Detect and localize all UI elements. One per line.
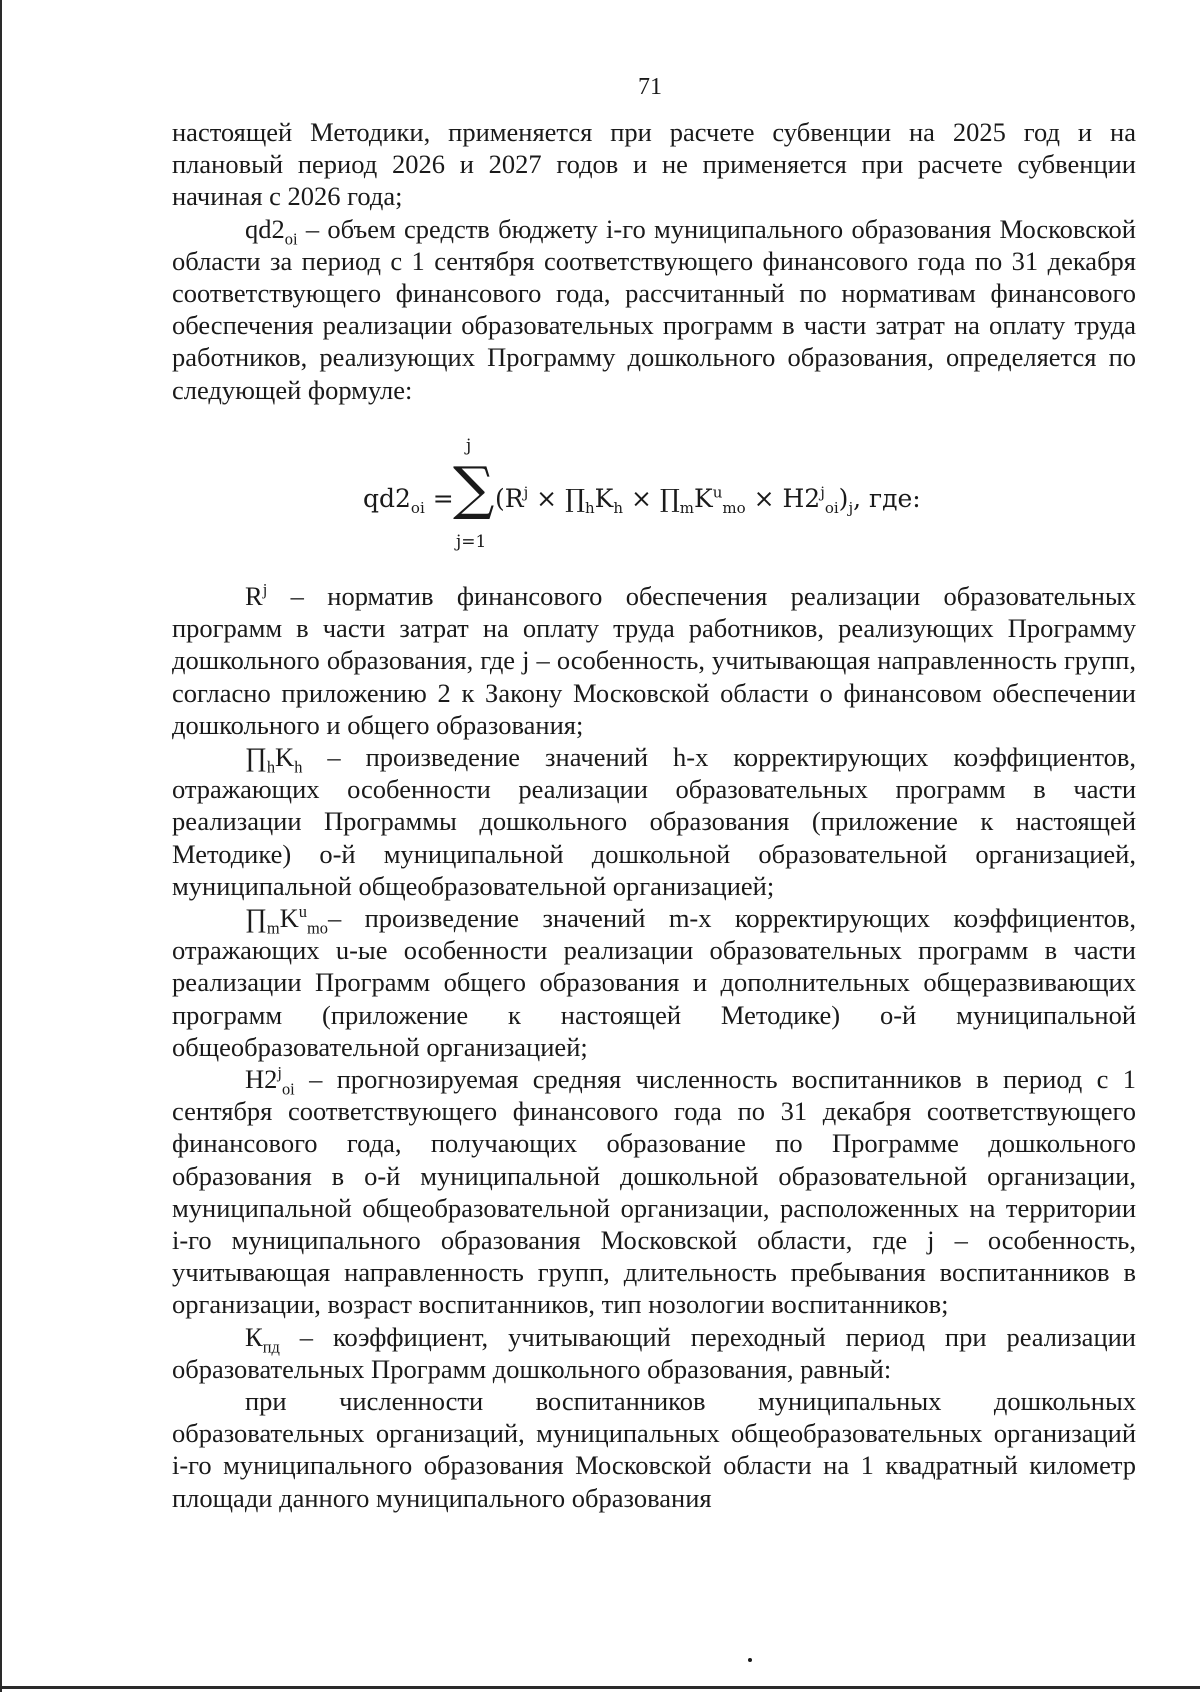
- formula-km: K: [694, 484, 713, 513]
- formula-h2-sup: j: [820, 483, 825, 502]
- qd2-symbol-sub: oi: [284, 228, 298, 248]
- formula-lhs: [363, 484, 454, 517]
- r-definition-text: – норматив финансового обеспечения реализации образовательных программ в части затрат на оплату труда работников, реализующих Программу дошкольного образования, где j – особенность, учитывающая направленность групп, согласно приложению 2 к Закону Московской области о финансовом обеспечении дошкольного и общего образования;: [172, 581, 1136, 740]
- kpd-symbol: К: [245, 1321, 263, 1352]
- page-number: [0, 74, 1200, 101]
- kh-symbol: K: [275, 742, 295, 773]
- formula-lhs-sub: oi: [410, 499, 425, 517]
- formula: [363, 436, 1063, 556]
- formula-prod-m: × ∏: [623, 484, 680, 513]
- scan-edge-left: [0, 0, 2, 1692]
- kh-prod-sub: h: [266, 757, 276, 777]
- formula-equals: =: [424, 484, 454, 513]
- scan-edge-bottom: [0, 1686, 1200, 1689]
- formula-prod-h: × ∏: [528, 484, 585, 513]
- h2-symbol: H2: [245, 1064, 278, 1095]
- intro-paragraph: настоящей Методики, применяется при расчете субвенции на 2025 год и на плановый период 2026 и 2027 годов и не применяется при расчете субвенции начиная с 2026 года;: [172, 117, 1136, 212]
- kpd-definition: [172, 1321, 1136, 1385]
- sum-lower-limit: j=1: [456, 532, 487, 552]
- qd2-definition: [172, 213, 1136, 406]
- scan-speck: [748, 1658, 752, 1662]
- h2-symbol-sup: j: [277, 1063, 282, 1083]
- formula-kh: K: [594, 484, 614, 513]
- kh-prod-symbol: ∏: [245, 742, 267, 773]
- kh-definition-text: – произведение значений h-х корректирующих коэффициентов, отражающих особенности реализации образовательных программ в части реализации Программы дошкольного образования (приложение к настоящей Методике) о-й муниципальной дошкольной образовательной организацией, муниципальной общеобразовательной организацией;: [172, 742, 1136, 901]
- km-prod-symbol: ∏: [245, 903, 267, 934]
- formula-km-sup: u: [712, 483, 723, 502]
- kpd-definition-text: – коэффициент, учитывающий переходный период при реализации образовательных Программ дошкольного образования, равный:: [172, 1321, 1136, 1384]
- km-definition-text: – произведение значений m-х корректирующих коэффициентов, отражающих u-ые особенности реализации образовательных программ в части реализации Программ общего образования и дополнительных общеразвивающих программ (приложение к настоящей Методике) о-й муниципальной общеобразовательной организацией;: [172, 903, 1136, 1062]
- km-symbol: K: [279, 903, 299, 934]
- km-symbol-sup: u: [298, 902, 307, 922]
- formula-km-sub: mo: [722, 499, 746, 517]
- qd2-definition-text: – объем средств бюджету i-го муниципального образования Московской области за период с 1 сентября соответствующего финансового года по 31 декабря соответствующего финансового года, рассчитанный по нормативам финансового обеспечения реализации образовательных программ в части затрат на оплату труда работников, реализующих Программу дошкольного образования, определяется по следующей формуле:: [172, 213, 1136, 405]
- sum-sigma: ∑: [453, 454, 495, 522]
- km-symbol-sub: mo: [306, 918, 328, 938]
- kpd-symbol-sub: пд: [262, 1336, 280, 1356]
- formula-close: ): [838, 484, 849, 513]
- sum-upper-limit: j: [466, 436, 472, 456]
- kh-symbol-sub: h: [294, 757, 303, 777]
- h2-symbol-sub: oi: [281, 1079, 295, 1099]
- formula-lhs-symbol: qd2: [363, 484, 411, 513]
- r-symbol: R: [245, 581, 263, 611]
- text-upper: [172, 116, 1136, 406]
- formula-tail: , где:: [853, 484, 921, 513]
- h2-definition: [172, 1063, 1136, 1321]
- formula-h2: × H2: [745, 484, 821, 513]
- formula-h2-sub: oi: [824, 499, 839, 517]
- formula-prod-m-sub: m: [679, 499, 694, 517]
- km-prod-sub: m: [266, 918, 280, 938]
- last-paragraph: при численности воспитанников муниципальных дошкольных образовательных организаций, муниципальных общеобразовательных организаций i-го муниципального образования Московской области на 1 квадратный километр площади данного муниципального образования: [172, 1386, 1136, 1513]
- formula-rhs: [495, 483, 921, 517]
- formula-r-sup: j: [523, 483, 529, 502]
- kh-definition: [172, 741, 1136, 902]
- formula-r: (R: [495, 484, 524, 513]
- page-number-text: 71: [638, 74, 662, 100]
- r-definition: [172, 580, 1136, 741]
- km-definition: [172, 902, 1136, 1063]
- formula-kh-sub: h: [613, 499, 624, 517]
- formula-prod-h-sub: h: [584, 499, 595, 517]
- h2-definition-text: – прогнозируемая средняя численность воспитанников в период с 1 сентября соответствующего финансового года по 31 декабря соответствующего финансового года, получающих образование по Программе дошкольного образования в о-й муниципальной дошкольной образовательной организации, муниципальной общеобразовательной организации, расположенных на территории i-го муниципального образования Московской области, где j – особенность, учитывающая направленность групп, длительность пребывания воспитанников в организации, возраст воспитанников, тип нозологии воспитанников;: [172, 1064, 1136, 1320]
- text-lower: [172, 580, 1136, 1514]
- formula-close-sub: j: [848, 499, 854, 517]
- qd2-symbol: qd2: [245, 213, 285, 244]
- r-symbol-sup: j: [262, 580, 268, 600]
